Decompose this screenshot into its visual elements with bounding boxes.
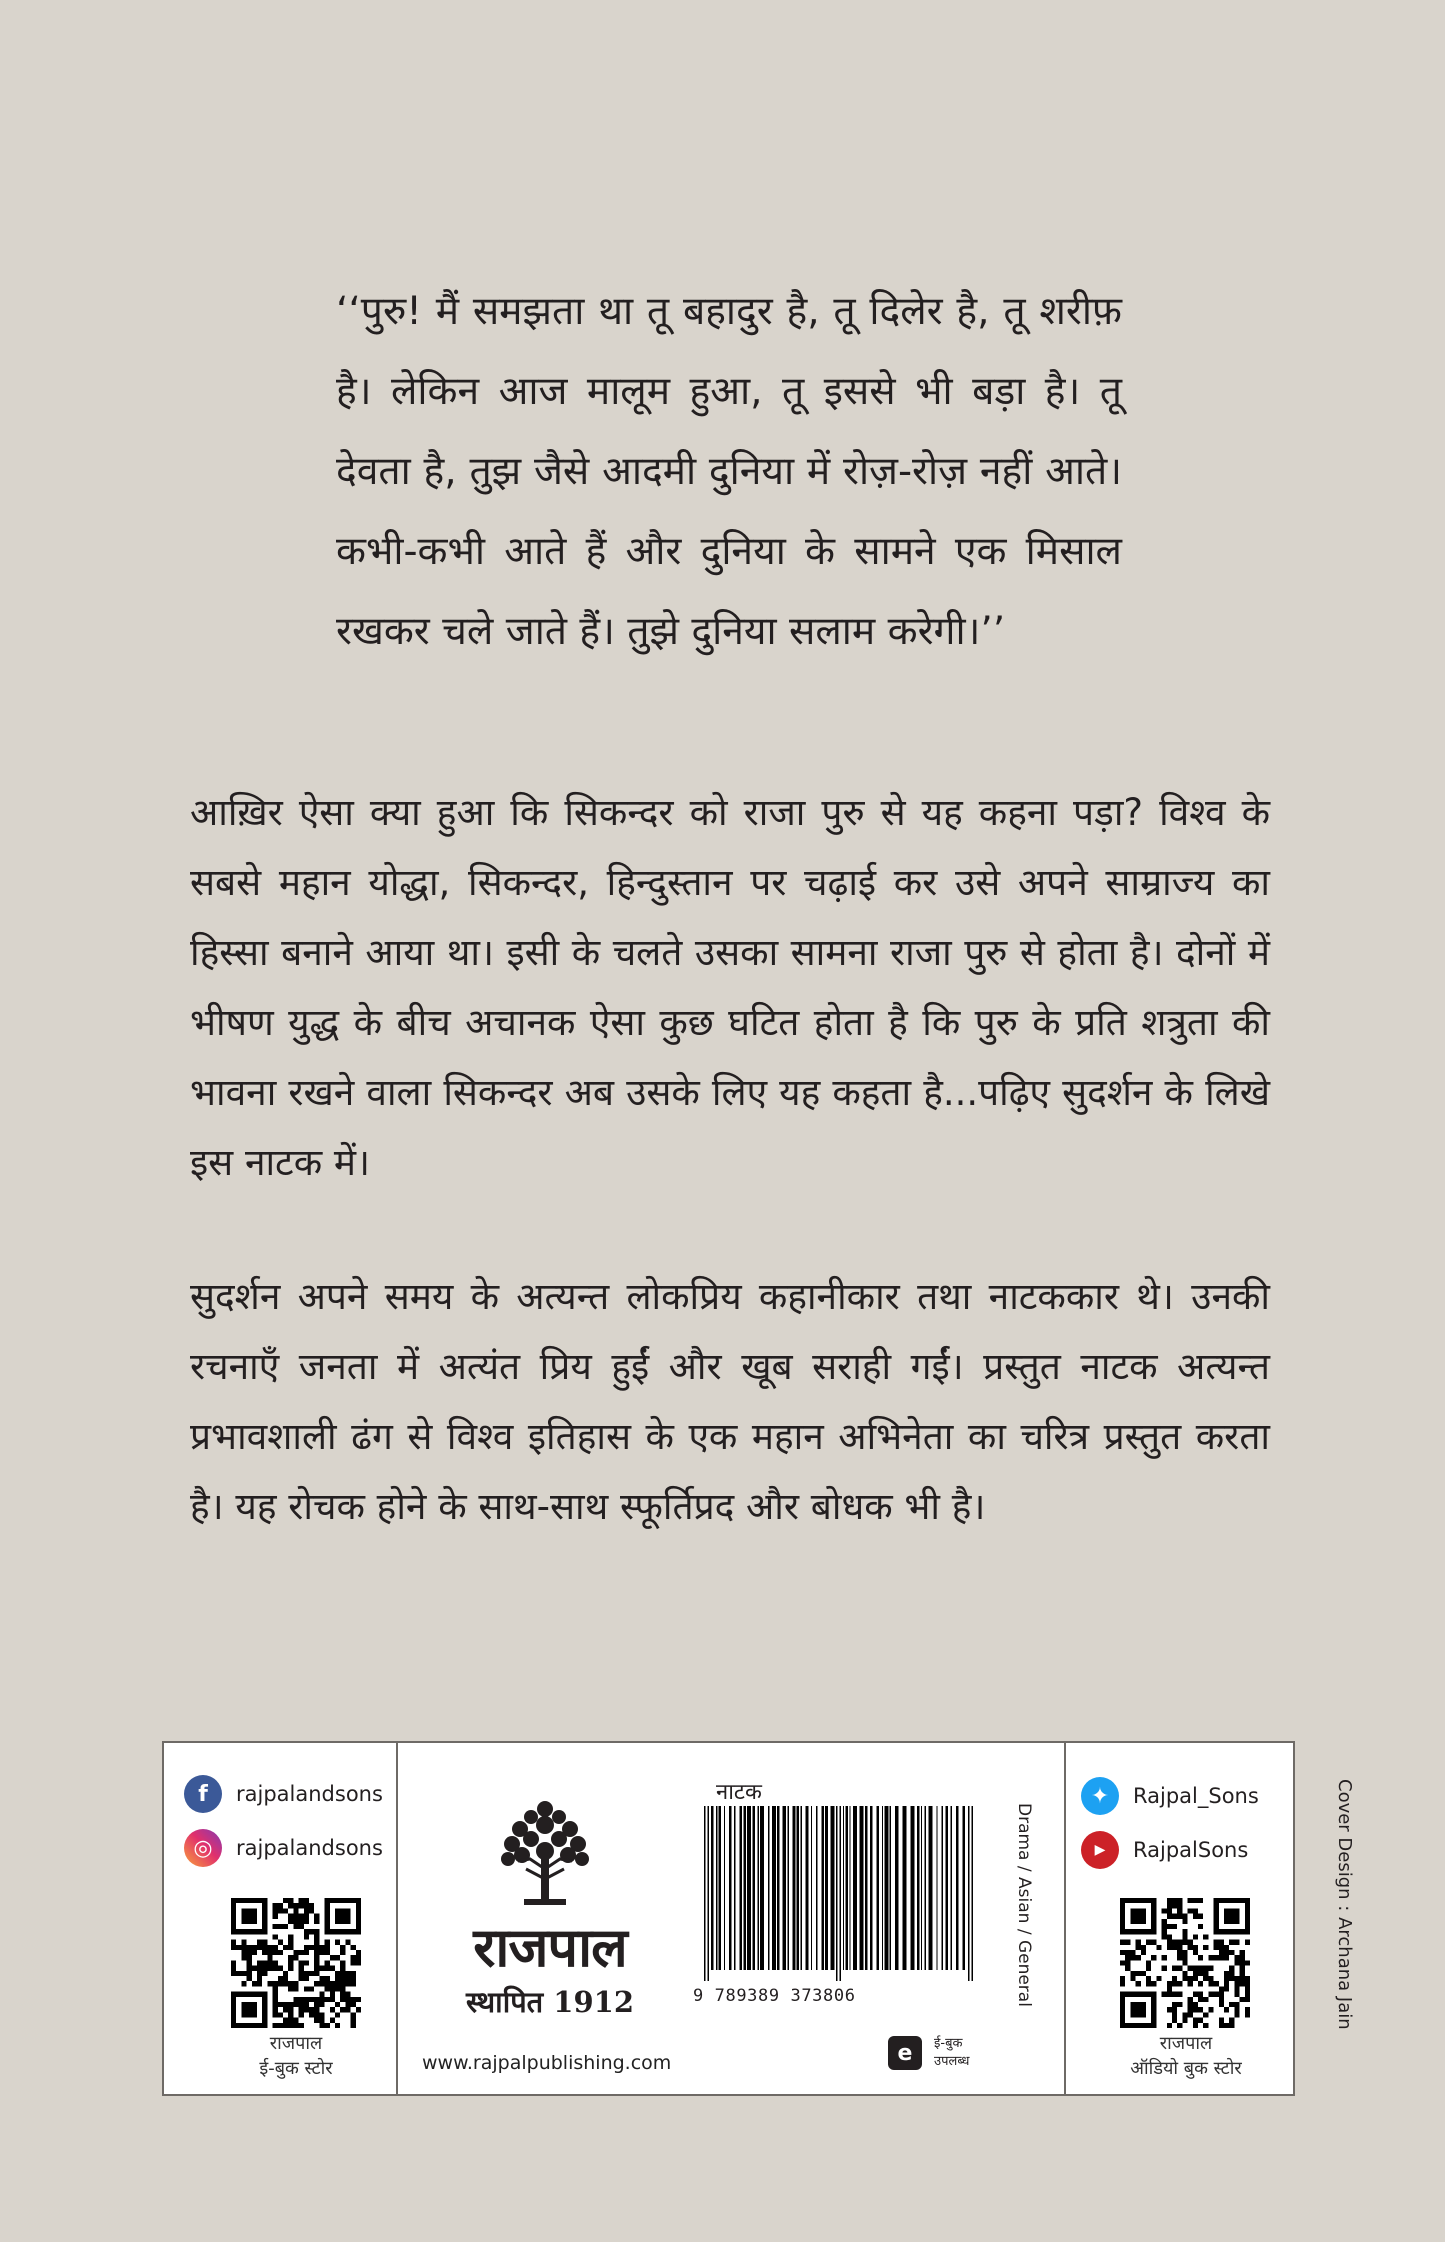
isbn-number: 9 789389 373806 [693, 1986, 856, 2006]
quote-text: ‘‘पुरु! मैं समझता था तू बहादुर है, तू दिलेर है, तू शरीफ़ है। लेकिन आज मालूम हुआ, तू इससे भी बड़ा है। तू देवता है, तुझ जैसे आदमी दुनिया में रोज़-रोज़ नहीं आते। कभी-कभी आते हैं और दुनिया के सामने एक मिसाल रखकर चले जाते हैं। तुझे दुनिया सलाम करेगी।’’ [336, 289, 1122, 654]
author-paragraph: सुदर्शन अपने समय के अत्यन्त लोकप्रिय कहानीकार तथा नाटककार थे। उनकी रचनाएँ जनता में अत्यंत प्रिय हुईं और खूब सराही गईं। प्रस्तुत नाटक अत्यन्त प्रभावशाली ढंग से विश्व इतिहास के एक महान अभिनेता का चरित्र प्रस्तुत करता है। यह रोचक होने के साथ-साथ स्फूर्तिप्रद और बोधक भी है। [190, 1275, 1270, 1528]
panel-divider-left [396, 1743, 398, 2094]
established-year: स्थापित 1912 [465, 1985, 635, 2019]
audio-store-caption [1091, 2031, 1281, 2081]
panel-divider-right [1064, 1743, 1066, 2094]
twitter-handle: Rajpal_Sons [1133, 1784, 1259, 1808]
book-categories: Drama / Asian / General [1014, 1803, 1034, 2007]
instagram-handle: rajpalandsons [236, 1836, 383, 1860]
youtube-handle: RajpalSons [1133, 1838, 1249, 1862]
website-link[interactable]: www.rajpalpublishing.com [422, 2052, 672, 2074]
instagram-link[interactable] [184, 1826, 383, 1870]
audio-store-name: राजपाल [1159, 2033, 1213, 2054]
synopsis-paragraph: आख़िर ऐसा क्या हुआ कि सिकन्दर को राजा पुरु से यह कहना पड़ा? विश्व के सबसे महान योद्धा, सिकन्दर, हिन्दुस्तान पर चढ़ाई कर उसे अपने साम्राज्य का हिस्सा बनाने आया था। इसी के चलते उसका सामना राजा पुरु से होता है। दोनों में भीषण युद्ध के बीच अचानक ऐसा कुछ घटित होता है कि पुरु के प्रति शत्रुता की भावना रखने वाला सिकन्दर अब उसके लिए यह कहता है...पढ़िए सुदर्शन के लिखे इस नाटक में। [190, 791, 1270, 1184]
cover-design-credit: Cover Design : Archana Jain [1334, 1779, 1355, 2030]
facebook-link[interactable] [184, 1772, 383, 1816]
ebook-available-label [934, 2035, 969, 2071]
ebook-store-caption [201, 2031, 391, 2081]
isbn-barcode [700, 1806, 980, 1981]
twitter-icon: ✦ [1081, 1777, 1119, 1815]
twitter-link[interactable] [1081, 1774, 1259, 1818]
ebook-store-qr-code[interactable] [231, 1898, 361, 2028]
tree-logo-icon [500, 1799, 590, 1907]
ebook-label-line1: ई-बुक [934, 2036, 963, 2051]
ebook-icon: e [888, 2036, 922, 2070]
youtube-icon: ▶ [1081, 1831, 1119, 1869]
audio-store-label: ऑडियो बुक स्टोर [1130, 2058, 1242, 2079]
ebook-label-line2: उपलब्ध [934, 2054, 970, 2069]
audio-store-qr-code[interactable] [1120, 1898, 1250, 2028]
genre-label: नाटक [716, 1780, 762, 1805]
facebook-icon: f [184, 1775, 222, 1813]
ebook-store-name: राजपाल [269, 2033, 323, 2054]
youtube-link[interactable] [1081, 1828, 1248, 1872]
facebook-handle: rajpalandsons [236, 1782, 383, 1806]
instagram-icon: ◎ [184, 1829, 222, 1867]
publisher-logo-text: राजपाल [473, 1916, 627, 1979]
ebook-store-label: ई-बुक स्टोर [259, 2058, 333, 2079]
